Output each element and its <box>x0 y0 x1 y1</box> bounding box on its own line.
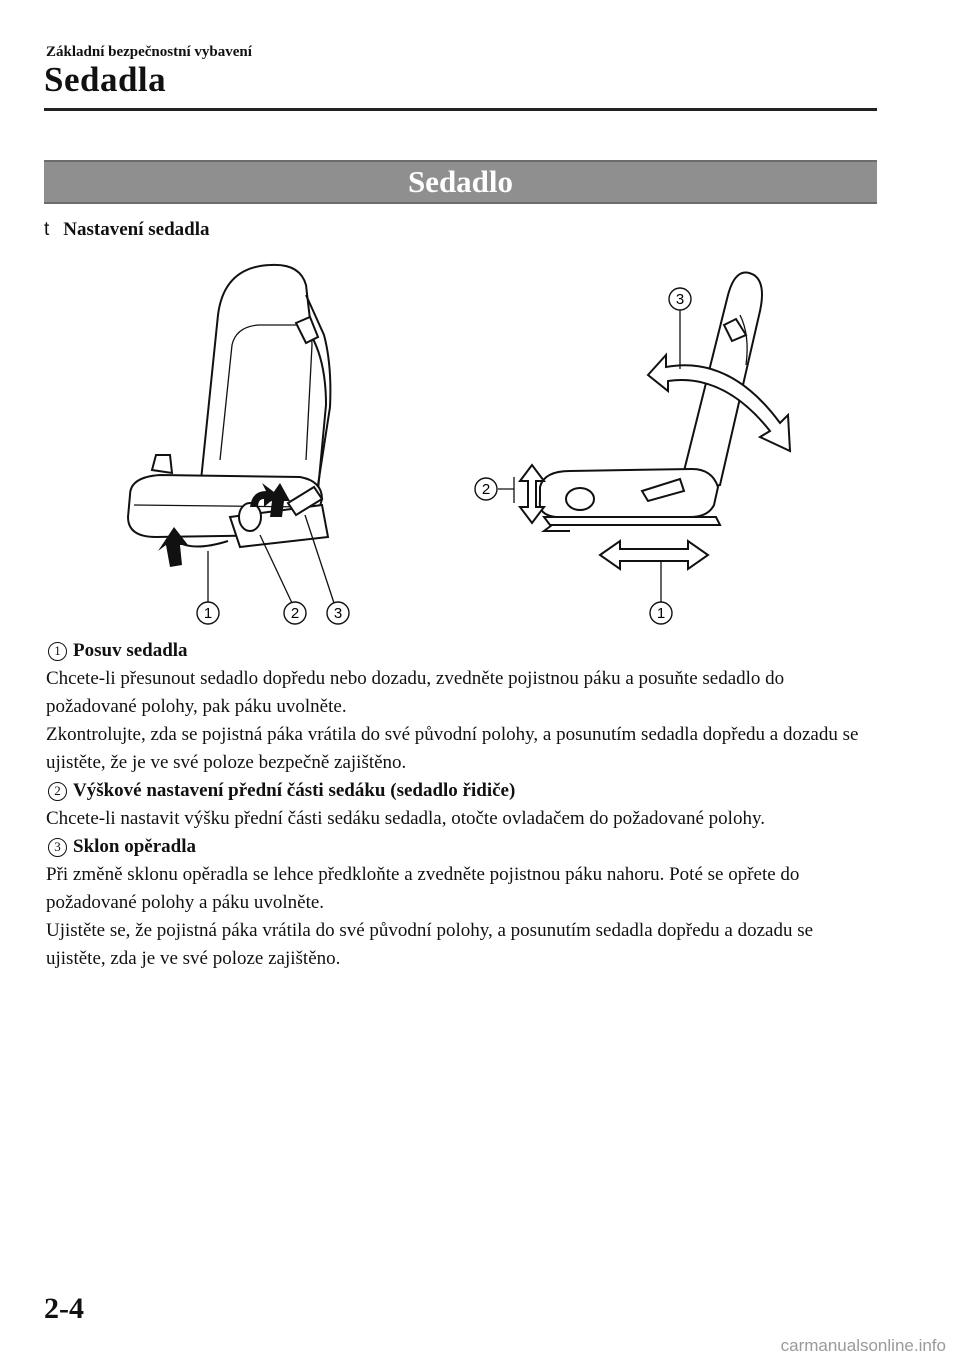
right-seat-cushion <box>540 469 718 517</box>
item-seat-slide <box>46 637 876 777</box>
bullet-icon: t <box>44 219 50 240</box>
page-title: Sedadla <box>44 60 167 99</box>
left-seat-pillar <box>152 455 172 473</box>
left-callout-1: 1 <box>203 605 213 622</box>
right-callout-2: 2 <box>481 481 491 498</box>
number-circle-icon: 2 <box>48 782 67 801</box>
left-callouts <box>197 602 349 624</box>
item-paragraph: Ujistěte se, že pojistná páka vrátila do své původní polohy, a posunutím sedadla dopředu a dozadu se ujistěte, zda je ve své poloze zajištěno. <box>46 920 814 969</box>
left-callout-2: 2 <box>290 605 300 622</box>
breadcrumb: Základní bezpečnostní vybavení <box>46 44 252 60</box>
title-divider <box>44 108 877 111</box>
section-banner: Sedadlo <box>44 160 877 204</box>
number-circle-icon: 1 <box>48 642 67 661</box>
item-seat-height <box>46 777 876 833</box>
item-paragraph: Chcete-li přesunout sedadlo dopředu nebo dozadu, zvedněte pojistnou páku a posuňte sedadlo do požadované polohy, pak páku uvolněte. <box>46 668 785 717</box>
page-number: 2-4 <box>44 1292 84 1325</box>
item-title-text: Sklon opěradla <box>73 836 197 857</box>
item-paragraph: Při změně sklonu opěradla se lehce předkloňte a zvedněte pojistnou páku nahoru. Poté se opřete do požadované polohy a páku uvolněte. <box>46 864 800 913</box>
left-seat-height-knob <box>239 503 261 531</box>
item-title <box>46 833 876 861</box>
left-seat-drawing <box>128 265 330 547</box>
watermark: carmanualsonline.info <box>780 1336 946 1355</box>
right-callout-1: 1 <box>656 605 666 622</box>
right-callouts <box>475 288 691 624</box>
right-callout-3: 3 <box>675 291 685 308</box>
right-seat-drawing <box>540 273 762 532</box>
seat-illustration <box>100 255 820 630</box>
sub-heading-text: Nastavení sedadla <box>63 219 210 240</box>
left-callout-3: 3 <box>333 605 343 622</box>
item-title-text: Výškové nastavení přední části sedáku (sedadlo řidiče) <box>73 780 516 801</box>
item-title-text: Posuv sedadla <box>73 640 188 661</box>
right-seat-rail <box>544 517 720 525</box>
seat-adjustment-figure <box>100 255 820 630</box>
number-circle-icon: 3 <box>48 838 67 857</box>
item-paragraph: Chcete-li nastavit výšku přední části sedáku sedadla, otočte ovladačem do požadované polohy. <box>46 808 765 829</box>
sub-heading <box>44 219 210 241</box>
right-seat-knob <box>566 488 594 510</box>
left-seat-slide-lever <box>180 541 228 547</box>
item-title <box>46 777 876 805</box>
item-title <box>46 637 876 665</box>
body-text <box>46 637 876 973</box>
item-seatback-recline <box>46 833 876 973</box>
item-paragraph: Zkontrolujte, zda se pojistná páka vrátila do své původní polohy, a posunutím sedadla dopředu a dozadu se ujistěte, že je ve své poloze bezpečně zajištěno. <box>46 724 859 773</box>
right-slide-arrow-icon <box>600 541 708 569</box>
right-arrows <box>520 355 790 569</box>
